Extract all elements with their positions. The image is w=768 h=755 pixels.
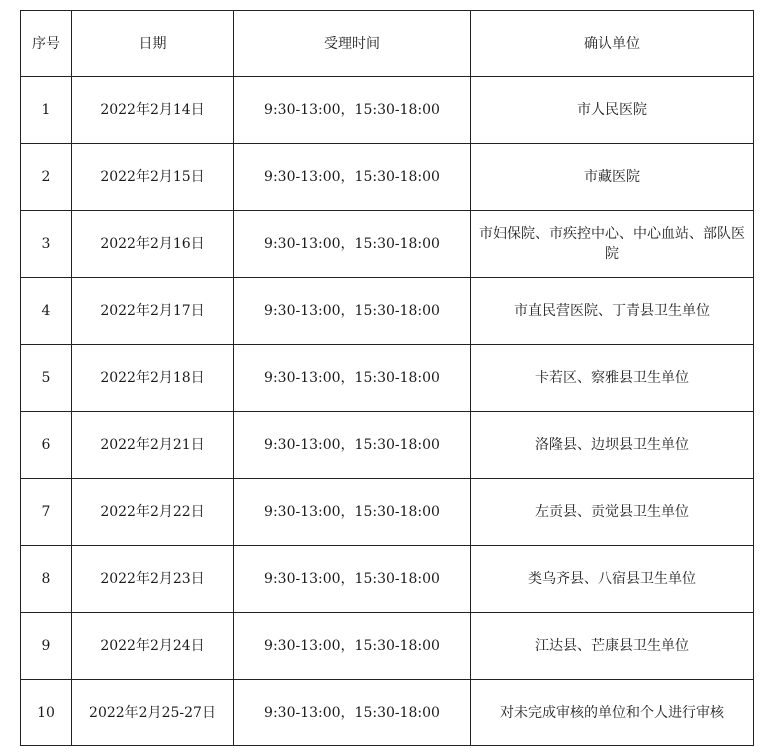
header-index: 序号 (21, 11, 72, 77)
cell-index: 1 (21, 77, 72, 144)
cell-time: 9:30-13:00，15:30-18:00 (234, 144, 471, 211)
cell-time: 9:30-13:00，15:30-18:00 (234, 345, 471, 412)
cell-unit: 对未完成审核的单位和个人进行审核 (471, 680, 754, 746)
cell-index: 10 (21, 680, 72, 746)
table-row (21, 77, 754, 144)
table-row (21, 278, 754, 345)
table-row (21, 211, 754, 278)
cell-unit: 江达县、芒康县卫生单位 (471, 613, 754, 680)
cell-index: 9 (21, 613, 72, 680)
cell-date: 2022年2月17日 (72, 278, 234, 345)
cell-time: 9:30-13:00，15:30-18:00 (234, 479, 471, 546)
header-time: 受理时间 (234, 11, 471, 77)
cell-date: 2022年2月18日 (72, 345, 234, 412)
cell-unit: 市人民医院 (471, 77, 754, 144)
cell-time: 9:30-13:00，15:30-18:00 (234, 546, 471, 613)
table-row (21, 345, 754, 412)
cell-index: 4 (21, 278, 72, 345)
header-date: 日期 (72, 11, 234, 77)
cell-index: 6 (21, 412, 72, 479)
cell-date: 2022年2月15日 (72, 144, 234, 211)
cell-unit: 市藏医院 (471, 144, 754, 211)
cell-unit: 市妇保院、市疾控中心、中心血站、部队医院 (471, 211, 754, 278)
table-row (21, 144, 754, 211)
cell-date: 2022年2月14日 (72, 77, 234, 144)
cell-index: 3 (21, 211, 72, 278)
cell-index: 2 (21, 144, 72, 211)
table-header-row (21, 11, 754, 77)
cell-unit: 左贡县、贡觉县卫生单位 (471, 479, 754, 546)
cell-date: 2022年2月16日 (72, 211, 234, 278)
table-row (21, 479, 754, 546)
cell-time: 9:30-13:00，15:30-18:00 (234, 613, 471, 680)
cell-index: 5 (21, 345, 72, 412)
schedule-table (20, 10, 754, 746)
cell-index: 8 (21, 546, 72, 613)
cell-unit: 卡若区、察雅县卫生单位 (471, 345, 754, 412)
cell-time: 9:30-13:00，15:30-18:00 (234, 77, 471, 144)
cell-time: 9:30-13:00，15:30-18:00 (234, 278, 471, 345)
cell-date: 2022年2月23日 (72, 546, 234, 613)
table-row (21, 412, 754, 479)
cell-date: 2022年2月24日 (72, 613, 234, 680)
cell-date: 2022年2月25-27日 (72, 680, 234, 746)
table-row (21, 546, 754, 613)
cell-index: 7 (21, 479, 72, 546)
table-row (21, 613, 754, 680)
cell-date: 2022年2月21日 (72, 412, 234, 479)
header-unit: 确认单位 (471, 11, 754, 77)
cell-time: 9:30-13:00，15:30-18:00 (234, 412, 471, 479)
table-row (21, 680, 754, 746)
cell-time: 9:30-13:00，15:30-18:00 (234, 680, 471, 746)
cell-date: 2022年2月22日 (72, 479, 234, 546)
cell-time: 9:30-13:00，15:30-18:00 (234, 211, 471, 278)
cell-unit: 类乌齐县、八宿县卫生单位 (471, 546, 754, 613)
schedule-table-container (20, 10, 753, 746)
cell-unit: 洛隆县、边坝县卫生单位 (471, 412, 754, 479)
cell-unit: 市直民营医院、丁青县卫生单位 (471, 278, 754, 345)
